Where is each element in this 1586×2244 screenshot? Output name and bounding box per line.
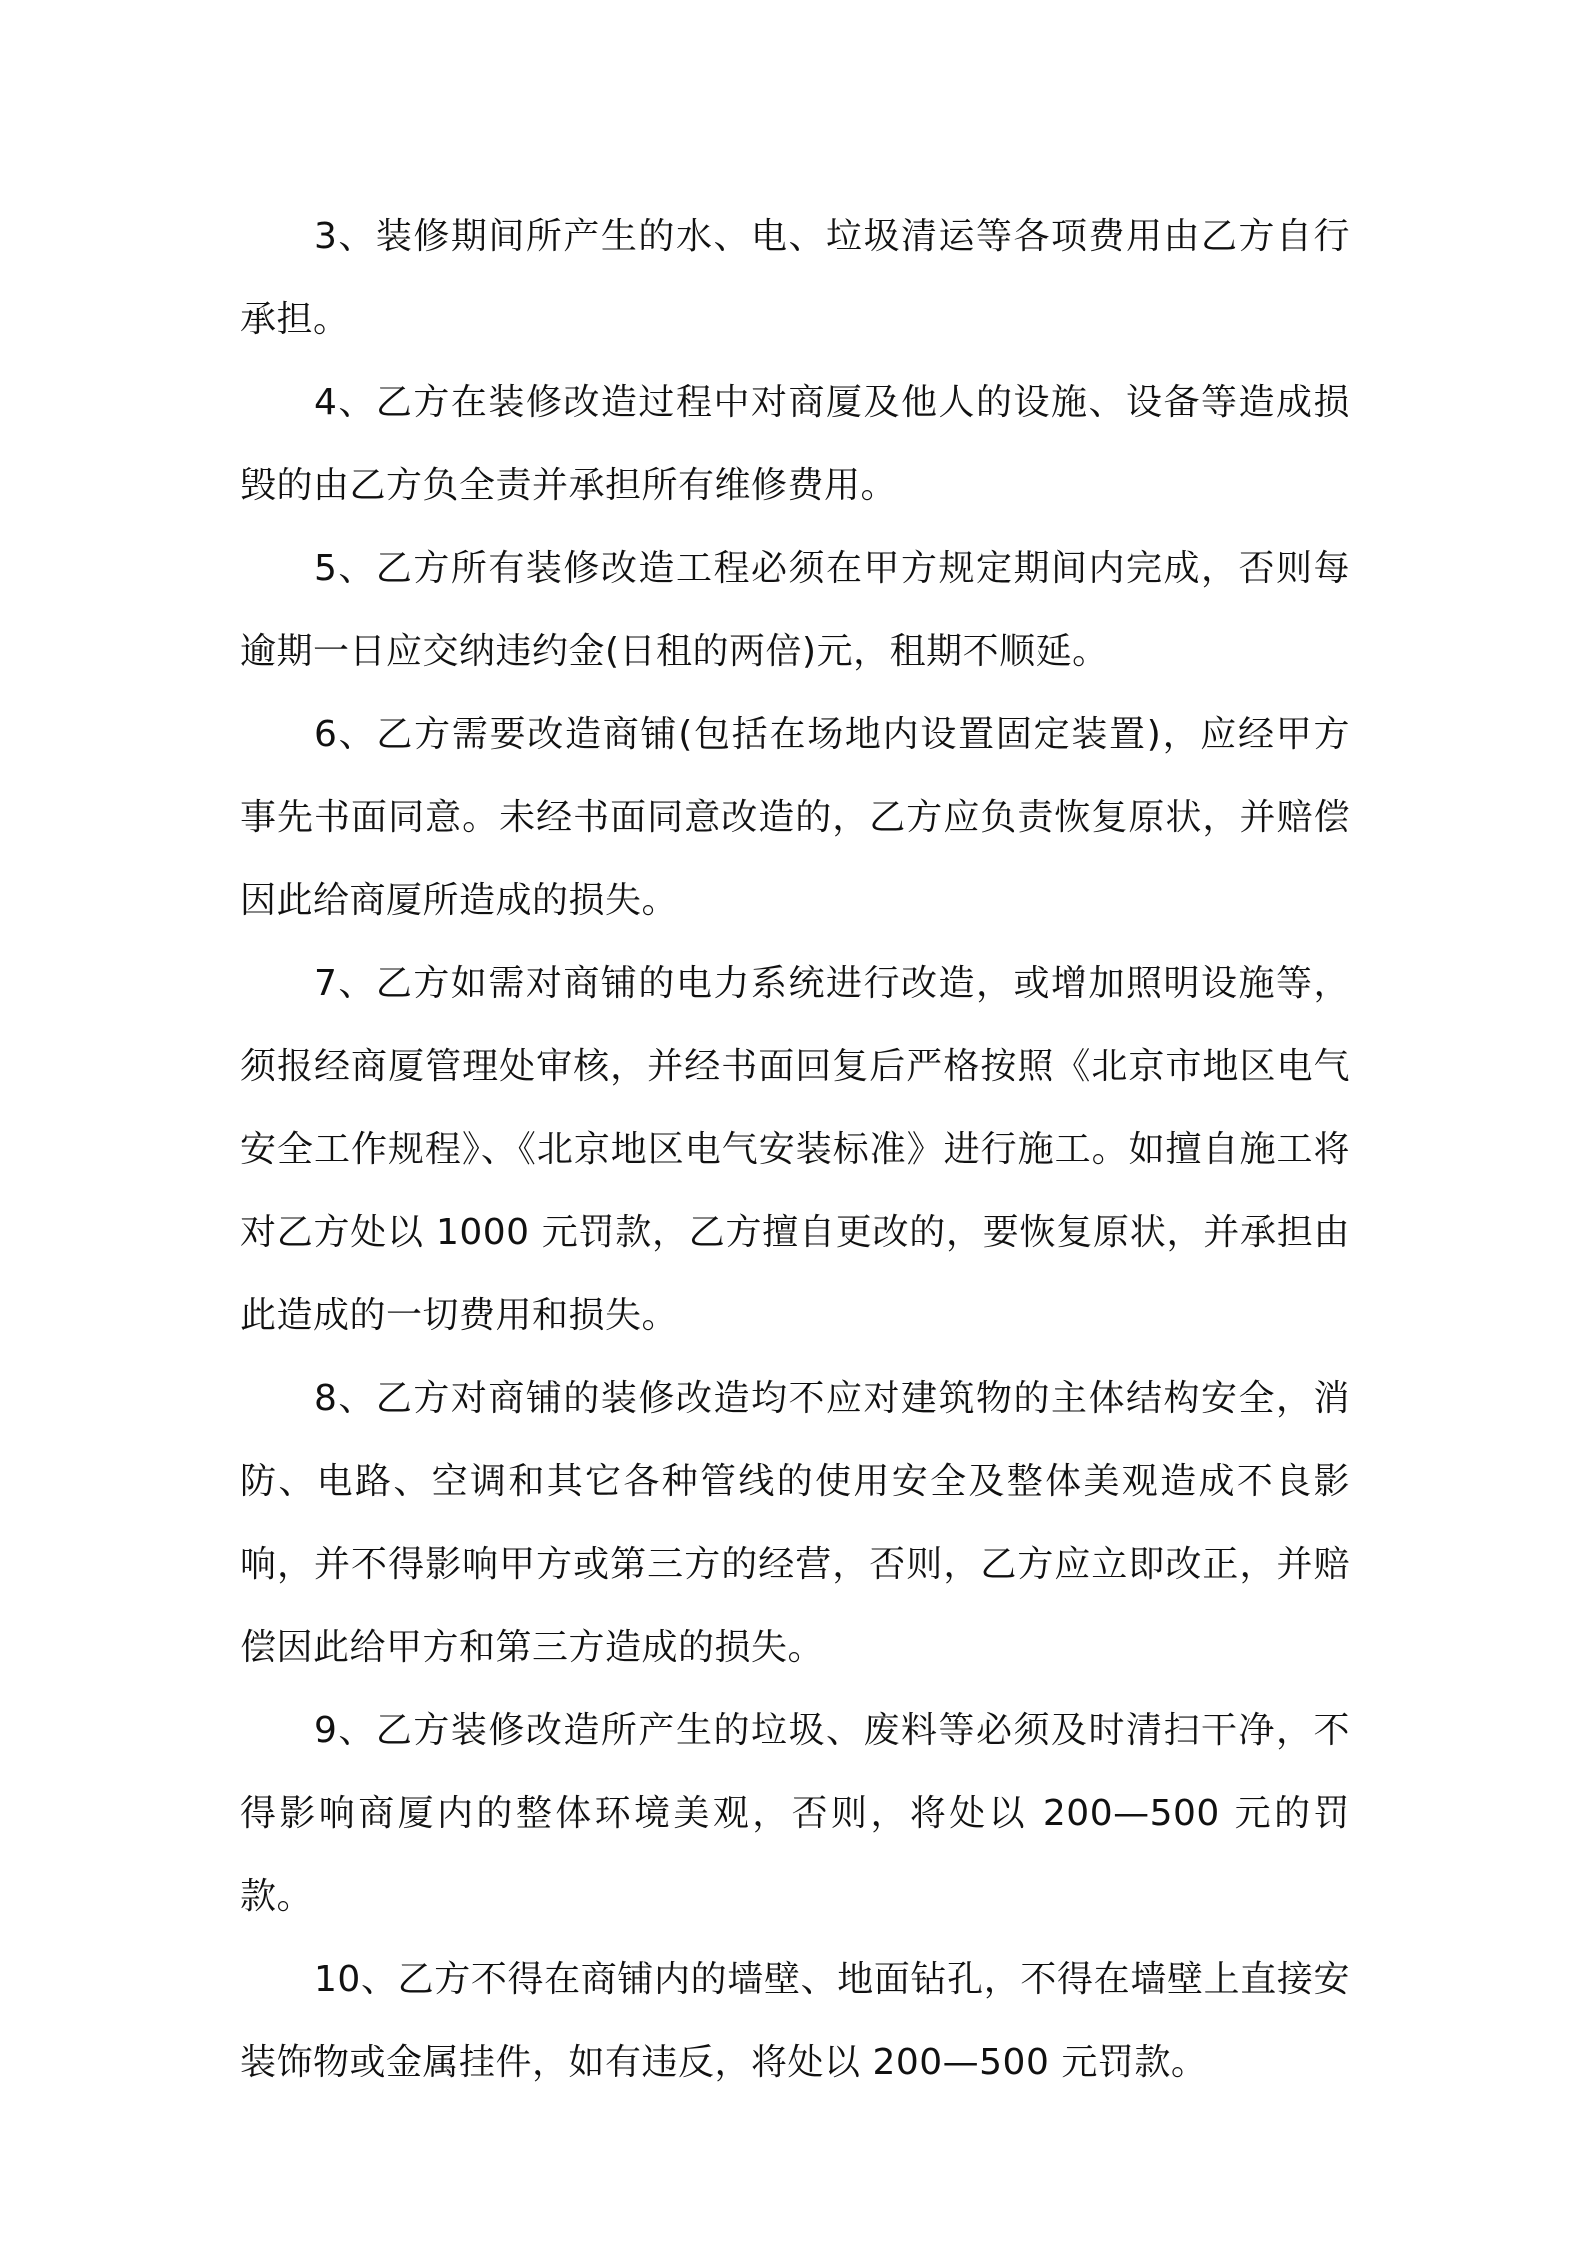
clause-8: 8、乙方对商铺的装修改造均不应对建筑物的主体结构安全，消防、电路、空调和其它各种管线的使用安全及整体美观造成不良影响，并不得影响甲方或第三方的经营，否则，乙方应立即改正，并赔偿因此给甲方和第三方造成的损失。	[240, 1378, 1350, 1668]
clause-6: 6、乙方需要改造商铺(包括在场地内设置固定装置)，应经甲方事先书面同意。未经书面同意改造的，乙方应负责恢复原状，并赔偿因此给商厦所造成的损失。	[240, 714, 1350, 921]
clause-3: 3、装修期间所产生的水、电、垃圾清运等各项费用由乙方自行承担。	[240, 216, 1350, 340]
clause-7: 7、乙方如需对商铺的电力系统进行改造，或增加照明设施等，须报经商厦管理处审核，并经书面回复后严格按照《北京市地区电气安全工作规程》、《北京地区电气安装标准》进行施工。如擅自施工将对乙方处以 1000 元罚款，乙方擅自更改的，要恢复原状，并承担由此造成的一切费用和损失。	[240, 963, 1350, 1336]
clause-10: 10、乙方不得在商铺内的墙壁、地面钻孔，不得在墙壁上直接安装饰物或金属挂件，如有违反，将处以 200—500 元罚款。	[240, 1959, 1350, 2083]
clause-4: 4、乙方在装修改造过程中对商厦及他人的设施、设备等造成损毁的由乙方负全责并承担所有维修费用。	[240, 382, 1350, 506]
clause-5: 5、乙方所有装修改造工程必须在甲方规定期间内完成，否则每逾期一日应交纳违约金(日租的两倍)元，租期不顺延。	[240, 548, 1350, 672]
document-body	[240, 195, 1350, 2104]
clause-9: 9、乙方装修改造所产生的垃圾、废料等必须及时清扫干净，不得影响商厦内的整体环境美观，否则，将处以 200—500 元的罚款。	[240, 1710, 1350, 1917]
